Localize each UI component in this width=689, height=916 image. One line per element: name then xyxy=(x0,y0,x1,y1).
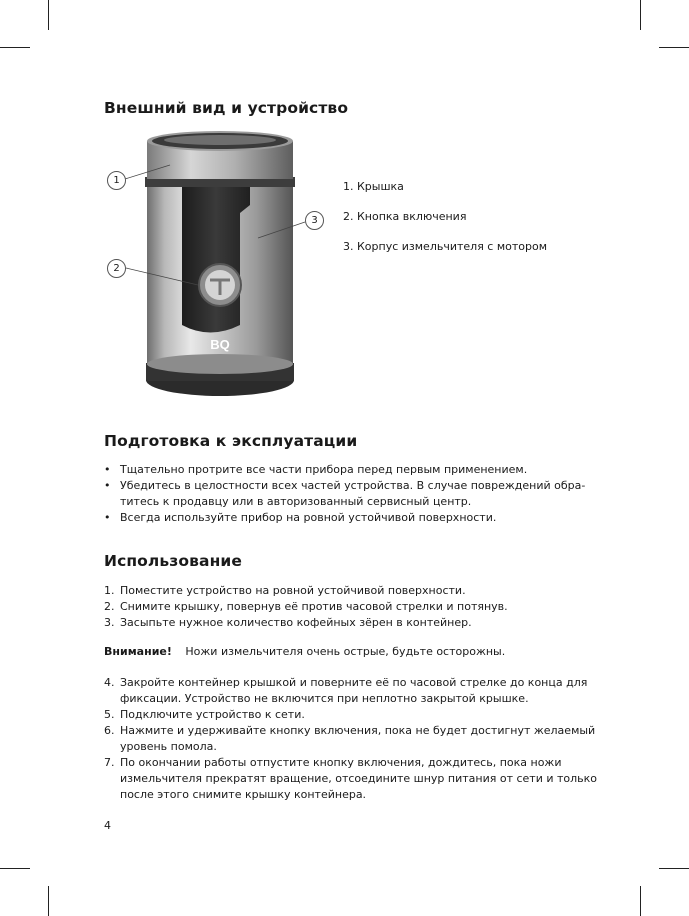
crop-mark xyxy=(48,886,49,916)
list-item: 1. Поместите устройство на ровной устойчивой поверхности. xyxy=(104,584,466,597)
crop-mark xyxy=(640,0,641,30)
section-title-preparation: Подготовка к эксплуатации xyxy=(104,432,358,450)
list-item: 3. Засыпьте нужное количество кофейных зёрен в контейнер. xyxy=(104,616,472,629)
list-item: • Тщательно протрите все части прибора перед первым применением. xyxy=(104,463,528,476)
crop-mark xyxy=(640,886,641,916)
callout-2: 2 xyxy=(107,259,126,278)
list-item: 7. По окончании работы отпустите кнопку включения, дождитесь, пока ножи измельчителя прекратят вращение, отсоедините шнур питания от сети и только после этого снимите крышку контейнера. xyxy=(104,756,598,801)
list-item: • Убедитесь в целостности всех частей устройства. В случае повреждений обра- титесь к продавцу или в авторизованный сервисный центр. xyxy=(104,479,586,508)
callout-1: 1 xyxy=(107,171,126,190)
legend-item-button: 2. Кнопка включения xyxy=(343,210,467,223)
crop-mark xyxy=(659,47,689,48)
crop-mark xyxy=(48,0,49,30)
crop-mark xyxy=(0,868,30,869)
warning xyxy=(104,644,505,660)
callout-3: 3 xyxy=(305,211,324,230)
preparation-list xyxy=(104,462,604,526)
crop-mark xyxy=(0,47,30,48)
usage-steps-first xyxy=(104,583,604,631)
list-item: 5. Подключите устройство к сети. xyxy=(104,708,305,721)
list-item: 6. Нажмите и удерживайте кнопку включения, пока не будет достигнут желаемый уровень помола. xyxy=(104,724,596,753)
legend-item-lid: 1. Крышка xyxy=(343,180,404,193)
brand-logo: BQ xyxy=(210,337,230,352)
grinder-front-panel xyxy=(182,187,250,333)
list-item: • Всегда используйте прибор на ровной устойчивой поверхности. xyxy=(104,511,497,524)
list-item: 4. Закройте контейнер крышкой и поверните её по часовой стрелке до конца для фиксации. Устройство не включится при неплотно закрытой крышке. xyxy=(104,676,588,705)
warning-text: Ножи измельчителя очень острые, будьте осторожны. xyxy=(185,645,506,658)
legend-item-body: 3. Корпус измельчителя с мотором xyxy=(343,240,548,253)
warning-label: Внимание! xyxy=(104,645,172,658)
list-item: 2. Снимите крышку, повернув её против часовой стрелки и потянув. xyxy=(104,600,508,613)
page-number: 4 xyxy=(104,819,111,832)
crop-mark xyxy=(659,868,689,869)
section-title-usage: Использование xyxy=(104,552,242,570)
section-title-appearance: Внешний вид и устройство xyxy=(104,99,349,117)
grinder-illustration xyxy=(100,125,340,410)
usage-steps-second xyxy=(104,675,604,803)
